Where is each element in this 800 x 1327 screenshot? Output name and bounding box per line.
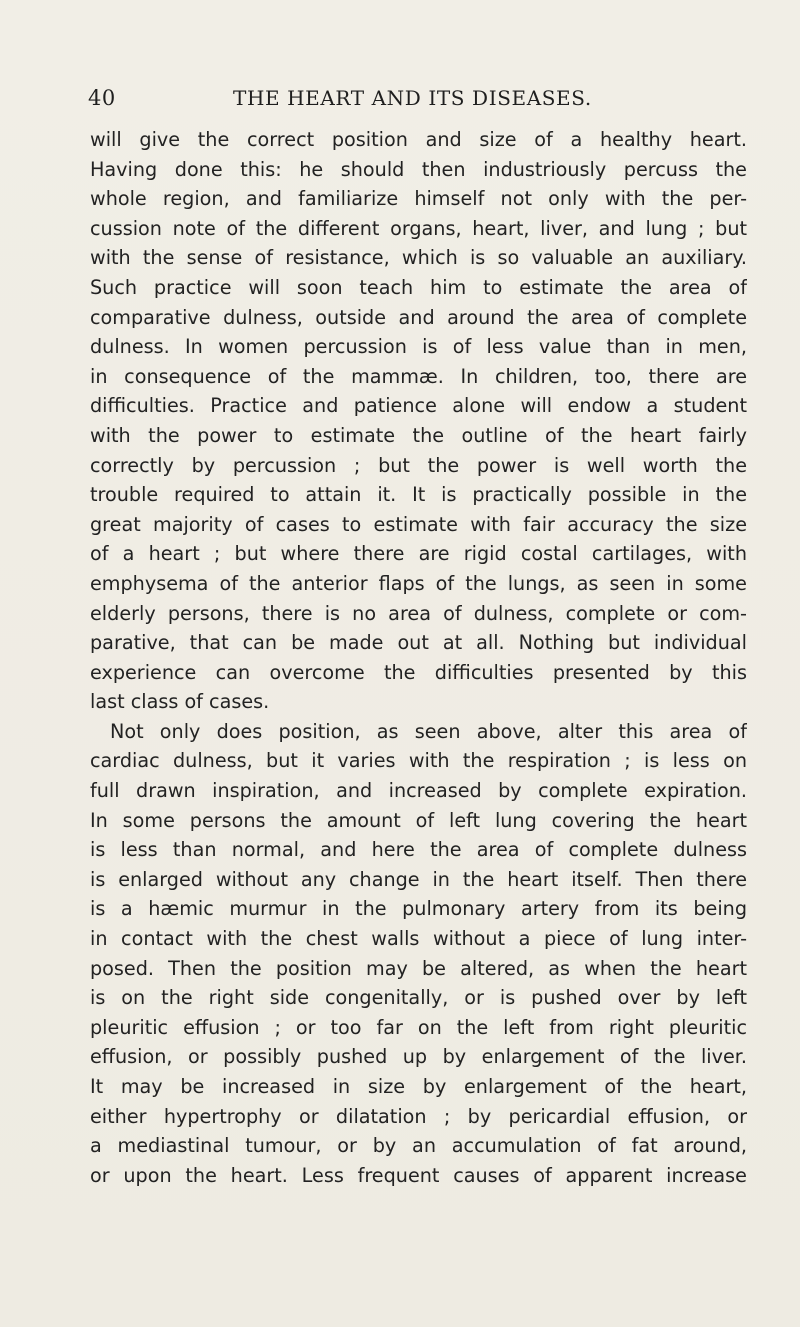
text-line: in consequence of the mammæ. In children, too, there are (90, 364, 747, 388)
text-line: correctly by percussion ; but the power is well worth the (90, 453, 747, 477)
text-line: a mediastinal tumour, or by an accumulation of fat around, (90, 1134, 747, 1158)
text-line: full drawn inspiration, and increased by complete expiration. (90, 779, 747, 803)
running-title: THE HEART AND ITS DISEASES. (233, 86, 592, 110)
text-line: great majority of cases to estimate with fair accuracy the size (90, 512, 747, 536)
paragraph-end-line: last class of cases. (90, 690, 270, 714)
text-line: whole region, and familiarize himself not only with the per- (90, 187, 747, 211)
text-line: posed. Then the position may be altered, as when the heart (90, 956, 747, 980)
text-line: difficulties. Practice and patience alone will endow a student (90, 394, 747, 418)
text-line: experience can overcome the difficulties presented by this (90, 660, 747, 684)
text-line: with the sense of resistance, which is so valuable an auxiliary. (90, 246, 747, 270)
text-line: In some persons the amount of left lung covering the heart (90, 808, 747, 832)
text-line: is enlarged without any change in the heart itself. Then there (90, 867, 747, 891)
text-line: is less than normal, and here the area of complete dulness (90, 838, 747, 862)
text-line: dulness. In women percussion is of less value than in men, (90, 335, 747, 359)
text-line: trouble required to attain it. It is practically possible in the (90, 483, 747, 507)
text-line: with the power to estimate the outline of the heart fairly (90, 423, 747, 447)
text-line: pleuritic effusion ; or too far on the left from right pleuritic (90, 1015, 747, 1039)
text-line: cardiac dulness, but it varies with the respiration ; is less on (90, 749, 747, 773)
page-number: 40 (88, 86, 116, 110)
text-line: Having done this: he should then industriously percuss the (90, 157, 747, 181)
text-line: either hypertrophy or dilatation ; by pericardial effusion, or (90, 1104, 747, 1128)
text-line: emphysema of the anterior flaps of the lungs, as seen in some (90, 571, 747, 595)
text-line: elderly persons, there is no area of dulness, complete or com- (90, 601, 747, 625)
text-line: It may be increased in size by enlargement of the heart, (90, 1075, 747, 1098)
text-line: parative, that can be made out at all. Nothing but individual (90, 631, 747, 655)
text-line: in contact with the chest walls without a piece of lung inter- (90, 927, 747, 951)
text-line: is on the right side congenitally, or is pushed over by left (90, 986, 747, 1010)
text-line: effusion, or possibly pushed up by enlargement of the liver. (90, 1045, 747, 1069)
paragraph-start-line: Not only does position, as seen above, alter this area of (110, 719, 747, 743)
text-line: will give the correct position and size of a healthy heart. (90, 128, 747, 151)
text-line: or upon the heart. Less frequent causes of apparent increase (90, 1163, 747, 1187)
text-line: comparative dulness, outside and around the area of complete (90, 305, 747, 329)
page-header (88, 86, 748, 116)
text-line: of a heart ; but where there are rigid costal cartilages, with (90, 542, 747, 566)
text-line: is a hæmic murmur in the pulmonary artery from its being (90, 897, 747, 921)
text-line: cussion note of the different organs, heart, liver, and lung ; but (90, 216, 747, 240)
text-line: Such practice will soon teach him to estimate the area of (90, 275, 747, 299)
body-text (90, 125, 747, 1190)
